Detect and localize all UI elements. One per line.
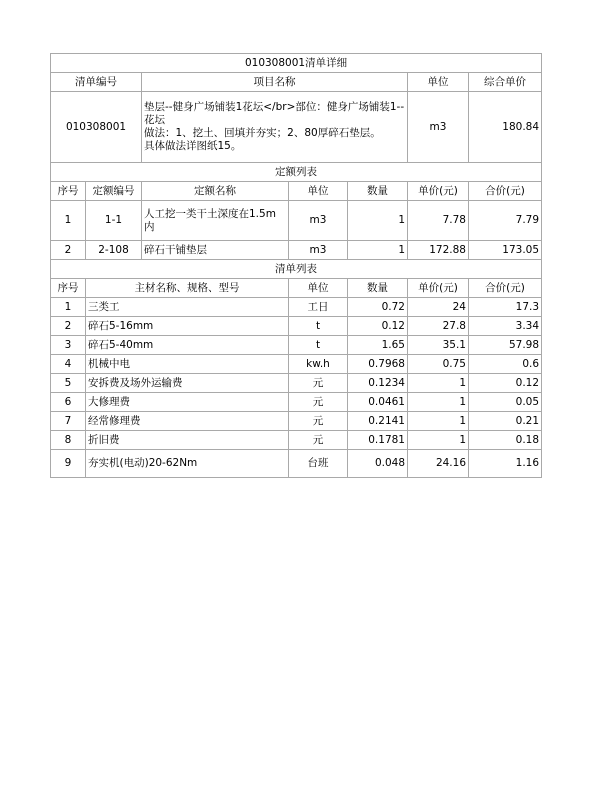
quota-total-header: 合价(元) xyxy=(469,182,542,201)
material-name: 大修理费 xyxy=(86,393,289,412)
table-row xyxy=(51,450,542,478)
material-qty: 0.048 xyxy=(348,450,408,478)
table-title: 010308001清单详细 xyxy=(51,54,542,73)
material-total: 3.34 xyxy=(469,317,542,336)
material-seq: 7 xyxy=(51,412,86,431)
material-section-title: 清单列表 xyxy=(51,260,542,279)
bill-detail-table xyxy=(50,53,542,478)
table-row xyxy=(51,431,542,450)
material-unit-price: 35.1 xyxy=(408,336,469,355)
material-qty: 0.7968 xyxy=(348,355,408,374)
table-row xyxy=(51,298,542,317)
material-unit-price: 1 xyxy=(408,374,469,393)
material-unit-price: 1 xyxy=(408,393,469,412)
material-unit: 元 xyxy=(289,374,348,393)
material-total: 1.16 xyxy=(469,450,542,478)
material-qty: 0.72 xyxy=(348,298,408,317)
quota-seq: 1 xyxy=(51,201,86,241)
material-name: 三类工 xyxy=(86,298,289,317)
material-unit-header: 单位 xyxy=(289,279,348,298)
quota-unit: m3 xyxy=(289,201,348,241)
bill-price: 180.84 xyxy=(469,92,542,163)
quota-seq: 2 xyxy=(51,241,86,260)
material-unit: 元 xyxy=(289,431,348,450)
material-qty: 0.12 xyxy=(348,317,408,336)
table-row xyxy=(51,201,542,241)
material-total-header: 合价(元) xyxy=(469,279,542,298)
quota-unit-price-header: 单价(元) xyxy=(408,182,469,201)
quota-code: 1-1 xyxy=(86,201,142,241)
material-name: 安拆费及场外运输费 xyxy=(86,374,289,393)
table-row xyxy=(51,336,542,355)
quota-unit-price: 172.88 xyxy=(408,241,469,260)
material-seq: 2 xyxy=(51,317,86,336)
table-row xyxy=(51,374,542,393)
material-seq: 1 xyxy=(51,298,86,317)
quota-qty: 1 xyxy=(348,201,408,241)
table-row xyxy=(51,393,542,412)
bill-unit: m3 xyxy=(408,92,469,163)
material-name: 夯实机(电动)20-62Nm xyxy=(86,450,289,478)
material-unit-price: 24.16 xyxy=(408,450,469,478)
material-qty: 0.0461 xyxy=(348,393,408,412)
quota-code: 2-108 xyxy=(86,241,142,260)
material-unit-price: 24 xyxy=(408,298,469,317)
table-row xyxy=(51,355,542,374)
material-name: 机械中电 xyxy=(86,355,289,374)
quota-name: 碎石干铺垫层 xyxy=(142,241,289,260)
material-unit: 台班 xyxy=(289,450,348,478)
material-name: 经常修理费 xyxy=(86,412,289,431)
bill-unit-header: 单位 xyxy=(408,73,469,92)
bill-description xyxy=(142,92,408,163)
material-unit: 工日 xyxy=(289,298,348,317)
material-seq: 9 xyxy=(51,450,86,478)
bill-description-line: 做法：1、挖土、回填并夯实；2、80厚碎石垫层。 xyxy=(144,127,381,139)
material-qty: 0.1781 xyxy=(348,431,408,450)
material-total: 0.05 xyxy=(469,393,542,412)
material-name: 碎石5-16mm xyxy=(86,317,289,336)
material-name: 折旧费 xyxy=(86,431,289,450)
material-total: 0.6 xyxy=(469,355,542,374)
material-total: 0.21 xyxy=(469,412,542,431)
material-seq: 5 xyxy=(51,374,86,393)
material-unit: t xyxy=(289,336,348,355)
material-unit-price-header: 单价(元) xyxy=(408,279,469,298)
quota-name-header: 定额名称 xyxy=(142,182,289,201)
table-row xyxy=(51,241,542,260)
material-unit: t xyxy=(289,317,348,336)
bill-code-header: 清单编号 xyxy=(51,73,142,92)
material-qty: 0.2141 xyxy=(348,412,408,431)
material-unit-price: 1 xyxy=(408,412,469,431)
material-unit-price: 27.8 xyxy=(408,317,469,336)
quota-unit-price: 7.78 xyxy=(408,201,469,241)
quota-total: 7.79 xyxy=(469,201,542,241)
material-unit: 元 xyxy=(289,412,348,431)
bill-description-line: 具体做法详图纸15。 xyxy=(144,140,242,152)
quota-section-title: 定额列表 xyxy=(51,163,542,182)
material-seq: 3 xyxy=(51,336,86,355)
material-qty: 0.1234 xyxy=(348,374,408,393)
material-seq: 8 xyxy=(51,431,86,450)
material-total: 57.98 xyxy=(469,336,542,355)
quota-name: 人工挖一类干土深度在1.5m内 xyxy=(142,201,289,241)
material-seq-header: 序号 xyxy=(51,279,86,298)
bill-name-header: 项目名称 xyxy=(142,73,408,92)
material-total: 17.3 xyxy=(469,298,542,317)
table-row xyxy=(51,317,542,336)
material-seq: 6 xyxy=(51,393,86,412)
material-name: 碎石5-40mm xyxy=(86,336,289,355)
quota-code-header: 定额编号 xyxy=(86,182,142,201)
quota-qty-header: 数量 xyxy=(348,182,408,201)
material-name-header: 主材名称、规格、型号 xyxy=(86,279,289,298)
material-unit-price: 1 xyxy=(408,431,469,450)
bill-code: 010308001 xyxy=(51,92,142,163)
quota-seq-header: 序号 xyxy=(51,182,86,201)
quota-qty: 1 xyxy=(348,241,408,260)
table-row xyxy=(51,412,542,431)
bill-description-line: 垫层--健身广场铺装1花坛</br>部位：健身广场铺装1--花坛 xyxy=(144,101,405,126)
quota-unit-header: 单位 xyxy=(289,182,348,201)
material-unit: kw.h xyxy=(289,355,348,374)
material-total: 0.12 xyxy=(469,374,542,393)
material-qty-header: 数量 xyxy=(348,279,408,298)
material-unit: 元 xyxy=(289,393,348,412)
material-unit-price: 0.75 xyxy=(408,355,469,374)
quota-unit: m3 xyxy=(289,241,348,260)
material-qty: 1.65 xyxy=(348,336,408,355)
material-seq: 4 xyxy=(51,355,86,374)
material-total: 0.18 xyxy=(469,431,542,450)
quota-total: 173.05 xyxy=(469,241,542,260)
bill-price-header: 综合单价 xyxy=(469,73,542,92)
